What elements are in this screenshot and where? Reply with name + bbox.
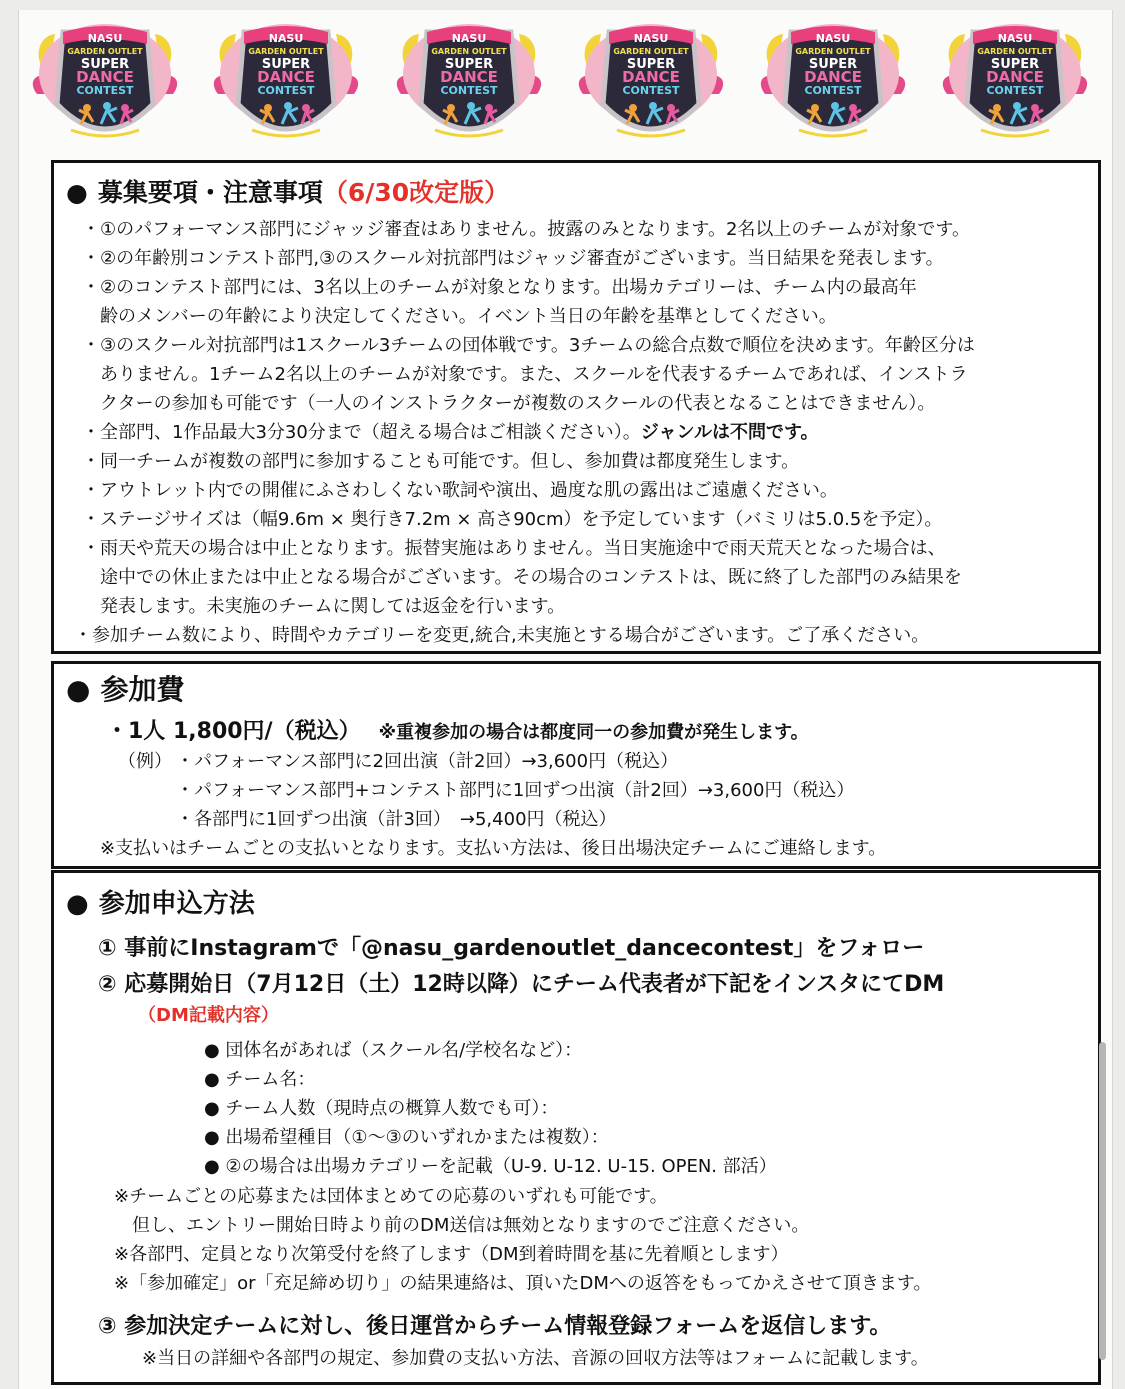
guideline-line: ・②の年齢別コンテスト部門,③のスクール対抗部門はジャッジ審査がございます。当日結果を発表します。 — [82, 248, 944, 269]
bullet-icon: ● — [66, 889, 89, 919]
svg-text:CONTEST: CONTEST — [622, 84, 680, 97]
fee-line — [106, 714, 809, 745]
dm-item: ● チーム人数（現時点の概算人数でも可）： — [204, 1098, 559, 1119]
fee-example: ・各部門に1回ずつ出演（計3回） →5,400円（税込） — [176, 809, 617, 830]
section-title — [66, 668, 184, 708]
contest-logo — [389, 14, 549, 160]
section-title-text: 募集要項・注意事項 — [97, 178, 323, 207]
step-2: ② 応募開始日（7月12日（土）12時以降）にチーム代表者が下記をインスタにてDM — [98, 972, 945, 997]
recruitment-guidelines-section — [51, 160, 1101, 654]
svg-text:NASU: NASU — [633, 32, 669, 45]
contest-logo — [935, 14, 1095, 160]
step-1: ① 事前にInstagramで「@nasu_gardenoutlet_dancecontest」をフォロー — [98, 936, 925, 961]
bullet-icon: ● — [66, 673, 91, 706]
example-label: （例） — [118, 751, 172, 772]
svg-text:CONTEST: CONTEST — [440, 84, 498, 97]
svg-text:SUPER: SUPER — [808, 57, 858, 72]
svg-text:SUPER: SUPER — [80, 57, 130, 72]
section-title — [66, 883, 255, 920]
svg-text:CONTEST: CONTEST — [257, 84, 315, 97]
svg-text:DANCE: DANCE — [76, 68, 134, 86]
section-title — [66, 173, 509, 209]
svg-text:CONTEST: CONTEST — [76, 84, 134, 97]
bullet-icon: ● — [66, 178, 88, 207]
svg-text:SUPER: SUPER — [626, 57, 676, 72]
guideline-line: 途中での休止または中止となる場合がございます。その場合のコンテストは、既に終了した部門のみ結果を — [82, 567, 962, 588]
svg-text:CONTEST: CONTEST — [804, 84, 862, 97]
step-3: ③ 参加決定チームに対し、後日運営からチーム情報登録フォームを返信します。 — [98, 1314, 892, 1339]
guideline-line: ありません。1チーム2名以上のチームが対象です。また、スクールを代表するチームであれば、インストラ — [82, 364, 968, 385]
guideline-line: ・③のスクール対抗部門は1スクール3チームの団体戦です。3チームの総合点数で順位を決めます。年齢区分は — [82, 335, 975, 356]
svg-text:NASU: NASU — [997, 32, 1033, 45]
revision-note: （6/30改定版） — [322, 178, 510, 207]
guideline-line: ・アウトレット内での開催にふさわしくない歌詞や演出、過度な肌の露出はご遠慮ください。 — [82, 480, 838, 501]
svg-text:GARDEN OUTLET: GARDEN OUTLET — [613, 47, 689, 56]
contest-logo — [571, 14, 731, 160]
svg-text:NASU: NASU — [815, 32, 851, 45]
guideline-line: ・①のパフォーマンス部門にジャッジ審査はありません。披露のみとなります。2名以上のチームが対象です。 — [82, 219, 970, 240]
guideline-line: ・参加チーム数により、時間やカテゴリーを変更,統合,未実施とする場合がございます。ご了承ください。 — [74, 625, 930, 646]
svg-text:SUPER: SUPER — [261, 57, 311, 72]
guideline-line: 齢のメンバーの年齢により決定してください。イベント当日の年齢を基準としてください。 — [82, 306, 837, 327]
svg-text:DANCE: DANCE — [804, 68, 862, 86]
svg-text:GARDEN OUTLET: GARDEN OUTLET — [248, 47, 324, 56]
fee-example: ・パフォーマンス部門に2回出演（計2回）→3,600円（税込） — [176, 751, 679, 772]
guideline-line: クターの参加も可能です（一人のインストラクターが複数のスクールの代表となることはできません）。 — [82, 393, 936, 414]
svg-text:DANCE: DANCE — [622, 68, 680, 86]
dm-item: ● チーム名： — [204, 1069, 316, 1090]
genre-note: ジャンルは不問です。 — [640, 422, 819, 443]
dm-item: ● 団体名があれば（スクール名/学校名など）： — [204, 1040, 583, 1061]
fee-note: ※重複参加の場合は都度同一の参加費が発生します。 — [378, 722, 809, 743]
svg-text:NASU: NASU — [268, 32, 304, 45]
guideline-line: ・ステージサイズは（幅9.6m × 奥行き7.2m × 高さ90cm）を予定しています（バミリは5.0.5を予定）。 — [82, 509, 943, 530]
scrollbar[interactable] — [1099, 1042, 1106, 1360]
svg-text:GARDEN OUTLET: GARDEN OUTLET — [977, 47, 1053, 56]
logo-banner — [19, 14, 1112, 160]
svg-text:DANCE: DANCE — [257, 68, 315, 86]
participation-fee-section — [51, 661, 1101, 869]
application-note: ※各部門、定員となり次第受付を終了します（DM到着時間を基に先着順とします） — [114, 1244, 789, 1265]
svg-text:NASU: NASU — [87, 32, 123, 45]
svg-text:GARDEN OUTLET: GARDEN OUTLET — [795, 47, 871, 56]
contest-logo — [25, 14, 185, 160]
application-note: ※「参加確定」or「充足締め切り」の結果連絡は、頂いたDMへの返答をもってかえさせて頂きます。 — [114, 1273, 932, 1294]
fee-amount: ・1人 1,800円/（税込） — [106, 719, 361, 744]
svg-text:SUPER: SUPER — [444, 57, 494, 72]
svg-text:DANCE: DANCE — [440, 68, 498, 86]
step-3-note: ※当日の詳細や各部門の規定、参加費の支払い方法、音源の回収方法等はフォームに記載します。 — [142, 1348, 929, 1369]
guideline-line: ・全部門、1作品最大3分30分まで（超える場合はご相談ください）。ジャンルは不問です。 — [82, 422, 819, 443]
guideline-line: ・雨天や荒天の場合は中止となります。振替実施はありません。当日実施途中で雨天荒天となった場合は、 — [82, 538, 946, 559]
application-method-section — [51, 870, 1101, 1385]
contest-logo — [206, 14, 366, 160]
dm-content-label: （DM記載内容） — [138, 1005, 279, 1026]
application-note: 但し、エントリー開始日時より前のDM送信は無効となりますのでご注意ください。 — [114, 1215, 810, 1236]
contest-logo — [753, 14, 913, 160]
section-title-text: 参加費 — [100, 673, 185, 706]
svg-text:GARDEN OUTLET: GARDEN OUTLET — [431, 47, 507, 56]
guideline-line: 発表します。未実施のチームに関しては返金を行います。 — [82, 596, 566, 617]
application-note: ※チームごとの応募または団体まとめての応募のいずれも可能です。 — [114, 1186, 668, 1207]
page — [18, 10, 1113, 1389]
svg-text:CONTEST: CONTEST — [986, 84, 1044, 97]
dm-item: ● 出場希望種目（①～③のいずれかまたは複数）： — [204, 1127, 609, 1148]
svg-text:NASU: NASU — [451, 32, 487, 45]
svg-text:SUPER: SUPER — [990, 57, 1040, 72]
guideline-line: ・②のコンテスト部門には、3名以上のチームが対象となります。出場カテゴリーは、チーム内の最高年 — [82, 277, 917, 298]
fee-example: ・パフォーマンス部門+コンテスト部門に1回ずつ出演（計2回）→3,600円（税込） — [176, 780, 855, 801]
guideline-line: ・同一チームが複数の部門に参加することも可能です。但し、参加費は都度発生します。 — [82, 451, 800, 472]
svg-text:GARDEN OUTLET: GARDEN OUTLET — [67, 47, 143, 56]
section-title-text: 参加申込方法 — [98, 889, 255, 919]
payment-note: ※支払いはチームごとの支払いとなります。支払い方法は、後日出場決定チームにご連絡します。 — [100, 838, 887, 859]
svg-text:DANCE: DANCE — [986, 68, 1044, 86]
dm-item: ● ②の場合は出場カテゴリーを記載（U-9. U-12. U-15. OPEN. 部活） — [204, 1156, 777, 1177]
